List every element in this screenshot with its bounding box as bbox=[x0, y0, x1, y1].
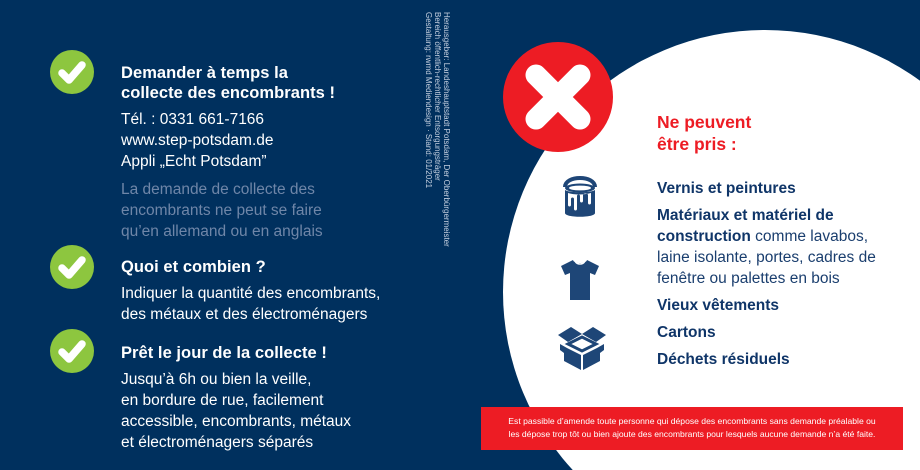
item-label: Vernis et peintures bbox=[657, 180, 796, 197]
language-note bbox=[121, 179, 411, 242]
title-line: collecte des encombrants ! bbox=[121, 84, 336, 102]
section-request-collection bbox=[121, 63, 411, 242]
title-line: Prêt le jour de la collecte ! bbox=[121, 344, 327, 362]
item-label: Matériaux et matériel de bbox=[657, 207, 834, 224]
not-accepted-list bbox=[657, 178, 912, 376]
check-circle-icon bbox=[50, 245, 94, 289]
notice-line: Est passible d’amende toute personne qui dépose des encombrants sans demande préalable ou bbox=[508, 416, 876, 426]
note-line: qu’en allemand ou en anglais bbox=[121, 223, 323, 240]
contact-info bbox=[121, 109, 411, 172]
cardboard-box-icon bbox=[557, 325, 607, 371]
body-line: des métaux et des électroménagers bbox=[121, 306, 368, 323]
section-body bbox=[121, 283, 411, 325]
section-title bbox=[121, 63, 411, 103]
item-detail: laine isolante, portes, cadres de bbox=[657, 249, 876, 266]
item-detail: comme lavabos, bbox=[750, 228, 869, 245]
imprint-department: Bereich öffentlich-rechtlicher Entsorgungsträger bbox=[432, 12, 442, 181]
check-circle-icon bbox=[50, 329, 94, 373]
body-line: en bordure de rue, facilement bbox=[121, 392, 324, 409]
item-label: Vieux vêtements bbox=[657, 297, 780, 314]
not-accepted-title bbox=[657, 111, 751, 155]
note-line: La demande de collecte des bbox=[121, 181, 315, 198]
title-line: Demander à temps la bbox=[121, 64, 288, 82]
cross-circle-icon bbox=[503, 42, 613, 152]
list-item-old-clothes bbox=[657, 295, 912, 316]
list-item-construction-materials bbox=[657, 205, 912, 289]
imprint-publisher: Herausgeber: Landeshauptstadt Potsdam, Der Oberbürgermeister bbox=[442, 12, 451, 247]
phone-number: Tél. : 0331 661-7166 bbox=[121, 111, 265, 128]
t-shirt-icon bbox=[560, 259, 600, 301]
section-what-and-how-much bbox=[121, 257, 411, 325]
app-name: Appli „Echt Potsdam” bbox=[121, 153, 267, 170]
body-line: et électroménagers séparés bbox=[121, 434, 314, 451]
title-line: Quoi et combien ? bbox=[121, 258, 266, 276]
section-collection-day bbox=[121, 343, 411, 453]
title-line: Ne peuvent bbox=[657, 112, 752, 132]
imprint-design-date: Gestaltung: rwmd Mediendesign · Stand: 01/2021 bbox=[423, 12, 433, 189]
check-circle-icon bbox=[50, 50, 94, 94]
list-item-cardboard bbox=[657, 322, 912, 343]
list-item-paints bbox=[657, 178, 912, 199]
notice-line: les dépose trop tôt ou bien ajoute des encombrants pour lesquels aucune demande n’a été faite. bbox=[508, 429, 876, 439]
item-label: Déchets résiduels bbox=[657, 351, 790, 368]
note-line: encombrants ne peut se faire bbox=[121, 202, 322, 219]
body-line: accessible, encombrants, métaux bbox=[121, 413, 352, 430]
fine-notice-banner bbox=[481, 407, 903, 450]
section-body bbox=[121, 369, 411, 453]
section-title bbox=[121, 343, 411, 363]
item-detail: fenêtre ou palettes en bois bbox=[657, 270, 840, 287]
body-line: Jusqu’à 6h ou bien la veille, bbox=[121, 371, 312, 388]
paint-bucket-icon bbox=[562, 171, 598, 219]
title-line: être pris : bbox=[657, 134, 737, 154]
item-label: construction bbox=[657, 228, 751, 245]
item-label: Cartons bbox=[657, 324, 716, 341]
website-link[interactable]: www.step-potsdam.de bbox=[121, 132, 274, 149]
list-item-residual-waste bbox=[657, 349, 912, 370]
imprint-text bbox=[423, 12, 451, 247]
body-line: Indiquer la quantité des encombrants, bbox=[121, 285, 381, 302]
section-title bbox=[121, 257, 411, 277]
